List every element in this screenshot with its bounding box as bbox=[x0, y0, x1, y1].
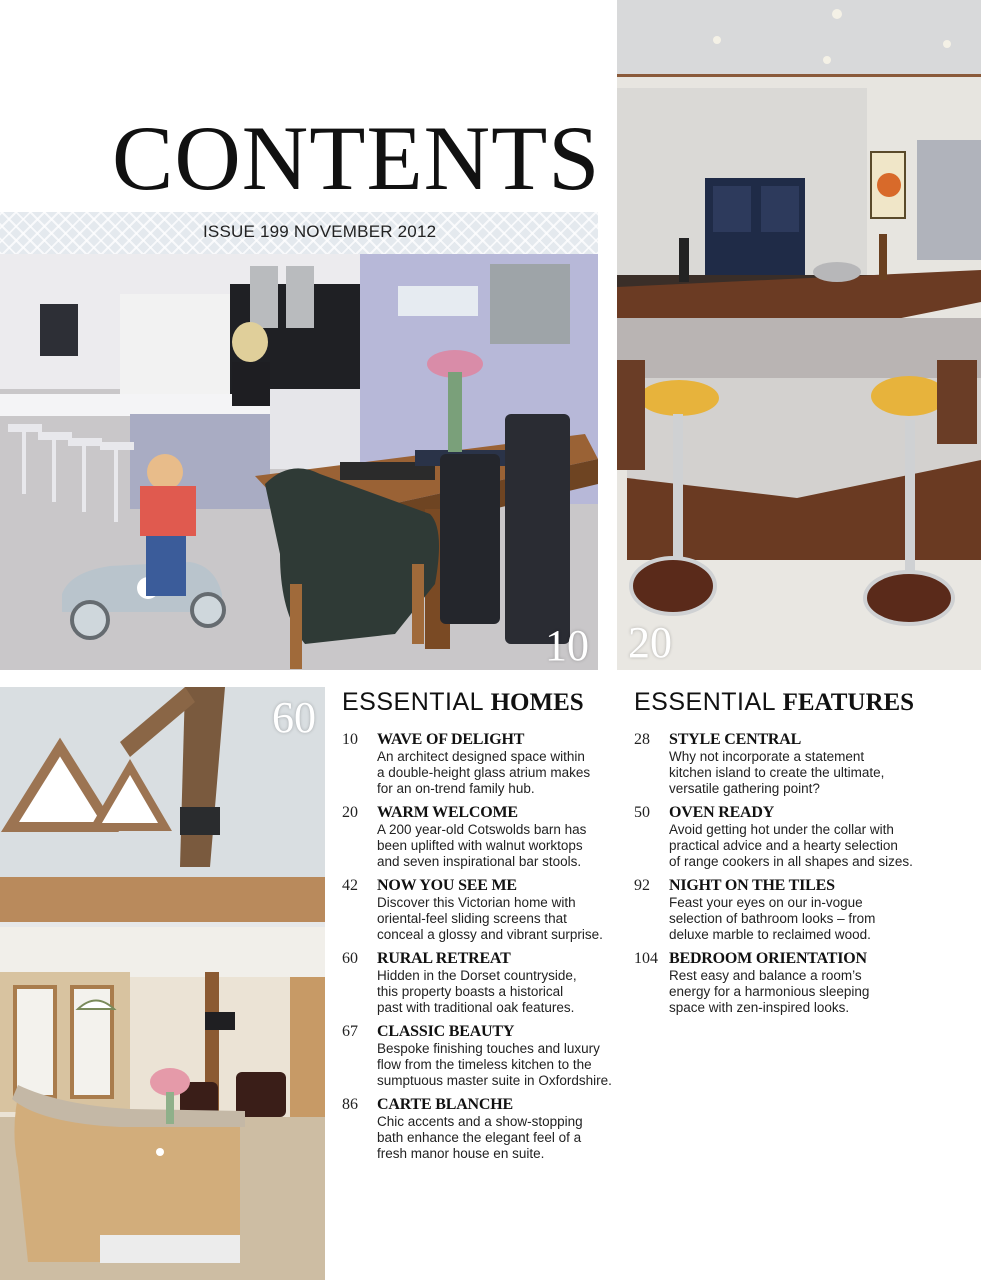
contents-entry[interactable] bbox=[342, 1023, 618, 1089]
section-heading: ESSENTIAL HOMES bbox=[342, 688, 584, 716]
entry-title: OVEN READY bbox=[669, 804, 775, 821]
entry-description: Rest easy and balance a room’s energy for a harmonious sleeping space with zen-inspired looks. bbox=[669, 968, 870, 1015]
entry-description: Avoid getting hot under the collar with practical advice and a hearty selection of range cookers in all shapes and sizes. bbox=[669, 822, 913, 869]
photo-family-kitchen-dining[interactable] bbox=[0, 254, 598, 670]
entry-title: CARTE BLANCHE bbox=[377, 1096, 513, 1113]
issue-date: ISSUE 199 NOVEMBER 2012 bbox=[203, 222, 437, 241]
entry-page-number: 10 bbox=[342, 731, 358, 748]
entry-description: Feast your eyes on our in-vogue selection of bathroom looks – from deluxe marble to reclaimed wood. bbox=[669, 895, 876, 942]
entry-description: Hidden in the Dorset countryside, this property boasts a historical past with traditional oak features. bbox=[377, 968, 577, 1015]
entry-description: Chic accents and a show-stopping bath enhance the elegant feel of a fresh manor house en suite. bbox=[377, 1114, 583, 1161]
contents-entry[interactable] bbox=[634, 877, 934, 943]
entry-title: NOW YOU SEE ME bbox=[377, 877, 517, 894]
photo-page-number: 60 bbox=[272, 693, 316, 742]
entry-title: RURAL RETREAT bbox=[377, 950, 511, 967]
contents-entry[interactable] bbox=[634, 804, 934, 870]
contents-entry[interactable] bbox=[342, 731, 618, 797]
essential-homes-section bbox=[342, 690, 618, 1169]
entry-page-number: 28 bbox=[634, 731, 650, 748]
section-heading: ESSENTIAL FEATURES bbox=[634, 688, 915, 716]
entry-page-number: 50 bbox=[634, 804, 650, 821]
contents-entry[interactable] bbox=[342, 804, 618, 870]
entry-page-number: 42 bbox=[342, 877, 358, 894]
entry-page-number: 86 bbox=[342, 1096, 358, 1113]
entry-page-number: 60 bbox=[342, 950, 358, 967]
photo-kitchen-island-bar-stools[interactable] bbox=[617, 0, 981, 670]
entry-title: BEDROOM ORIENTATION bbox=[669, 950, 867, 967]
entry-title: WARM WELCOME bbox=[377, 804, 518, 821]
entry-page-number: 20 bbox=[342, 804, 358, 821]
entry-title: NIGHT ON THE TILES bbox=[669, 877, 835, 894]
entry-page-number: 92 bbox=[634, 877, 650, 894]
photo-page-number: 20 bbox=[628, 618, 672, 667]
contents-entry[interactable] bbox=[342, 1096, 618, 1162]
entry-page-number: 67 bbox=[342, 1023, 358, 1040]
contents-entry[interactable] bbox=[634, 950, 934, 1016]
essential-features-section bbox=[634, 690, 934, 1023]
entry-title: STYLE CENTRAL bbox=[669, 731, 802, 748]
contents-entry[interactable] bbox=[342, 877, 618, 943]
entry-title: CLASSIC BEAUTY bbox=[377, 1023, 515, 1040]
contents-entry[interactable] bbox=[634, 731, 934, 797]
entry-description: Bespoke finishing touches and luxury flow from the timeless kitchen to the sumptuous master suite in Oxfordshire. bbox=[377, 1041, 612, 1088]
entry-description: A 200 year-old Cotswolds barn has been uplifted with walnut worktops and seven inspirational bar stools. bbox=[377, 822, 587, 869]
contents-entry[interactable] bbox=[342, 950, 618, 1016]
entry-page-number: 104 bbox=[634, 950, 658, 967]
entry-description: Discover this Victorian home with oriental-feel sliding screens that conceal a glossy and vibrant surprise. bbox=[377, 895, 603, 942]
photo-page-number: 10 bbox=[545, 621, 589, 670]
entry-title: WAVE OF DELIGHT bbox=[377, 731, 525, 748]
page-title: CONTENTS bbox=[112, 107, 601, 209]
entry-description: An architect designed space within a double-height glass atrium makes for an on-trend family hub. bbox=[377, 749, 591, 796]
entry-description: Why not incorporate a statement kitchen island to create the ultimate, versatile gathering point? bbox=[669, 749, 885, 796]
photo-oak-barn-kitchen[interactable] bbox=[0, 687, 325, 1280]
